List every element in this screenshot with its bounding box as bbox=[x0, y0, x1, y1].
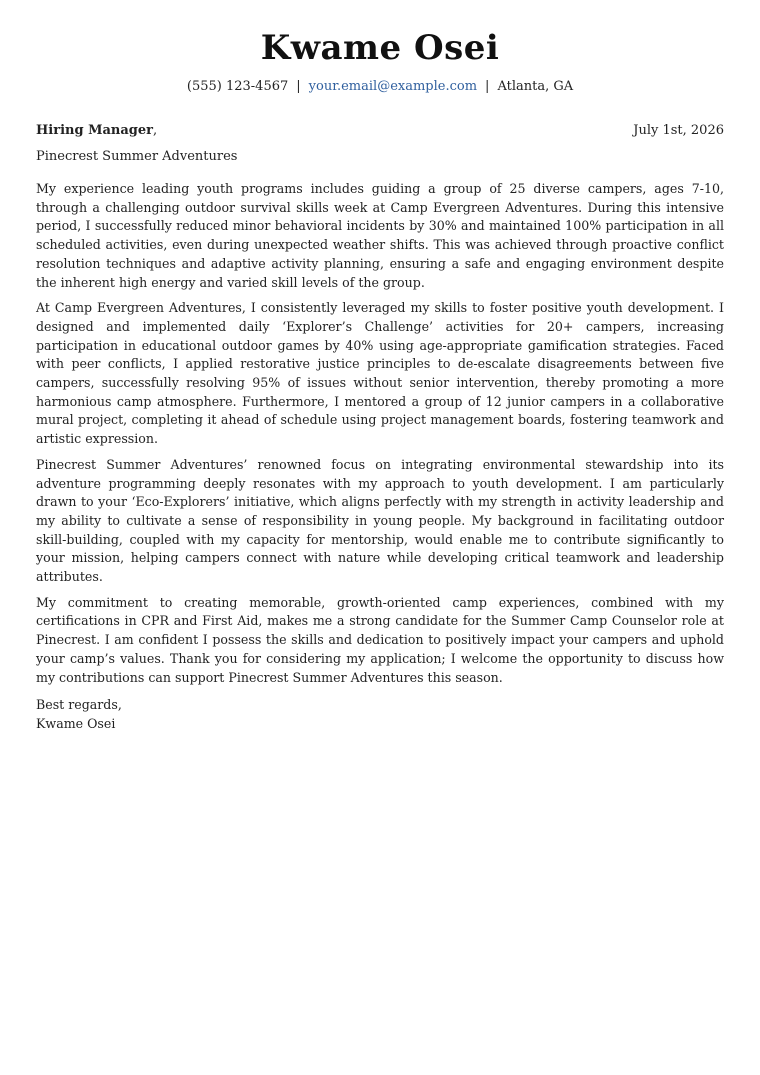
closing-salutation: Best regards, bbox=[36, 697, 122, 713]
cover-letter bbox=[36, 0, 724, 734]
separator: | bbox=[485, 79, 490, 94]
applicant-name: Kwame Osei bbox=[260, 28, 500, 68]
recipient bbox=[36, 122, 157, 140]
recipient-row bbox=[36, 122, 724, 140]
email-link[interactable]: your.email@example.com bbox=[308, 79, 478, 94]
body-paragraph: My experience leading youth programs includes guiding a group of 25 diverse campers, ages 7-10, through a challenging outdoor survival skills week at Camp Evergreen Adventures. During this intensive period, I successfully reduced minor behavioral incidents by 30% and maintained 100% participation in all scheduled activities, even during unexpected weather shifts. This was achieved through proactive conflict resolution techniques and adaptive activity planning, ensuring a safe and engaging environment despite the inherent high energy and varied skill levels of the group. bbox=[36, 181, 724, 290]
letter-date: July 1st, 2026 bbox=[633, 123, 724, 138]
body-paragraph: At Camp Evergreen Adventures, I consistently leveraged my skills to foster positive youth development. I designed and implemented daily ‘Explorer’s Challenge’ activities for 20+ campers, increasing participation in educational outdoor games by 40% using age-appropriate gamification strategies. Faced with peer conflicts, I applied restorative justice principles to de-escalate disagreements between five campers, successfully resolving 95% of issues without senior intervention, thereby promoting a more harmonious camp atmosphere. Furthermore, I mentored a group of 12 junior campers in a collaborative mural project, completing it ahead of schedule using project management boards, fostering teamwork and artistic expression. bbox=[36, 300, 724, 447]
separator: | bbox=[296, 79, 301, 94]
company-name: Pinecrest Summer Adventures bbox=[36, 149, 238, 164]
contact-line bbox=[36, 78, 724, 96]
recipient-name: Hiring Manager bbox=[36, 123, 153, 138]
location: Atlanta, GA bbox=[497, 79, 574, 94]
body-paragraph: My commitment to creating memorable, growth-oriented camp experiences, combined with my certifications in CPR and First Aid, makes me a strong candidate for the Summer Camp Counselor role at Pinecrest. I am confident I possess the skills and dedication to positively impact your campers and uphold your camp’s values. Thank you for considering my application; I welcome the opportunity to discuss how my contributions can support Pinecrest Summer Adventures this season. bbox=[36, 594, 724, 685]
recipient-comma: , bbox=[152, 123, 158, 138]
signature-name: Kwame Osei bbox=[36, 715, 116, 731]
letter-body bbox=[36, 180, 724, 687]
phone-number: (555) 123-4567 bbox=[186, 79, 289, 94]
closing-block bbox=[36, 696, 724, 733]
body-paragraph: Pinecrest Summer Adventures’ renowned focus on integrating environmental stewardship into its adventure programming deeply resonates with my approach to youth development. I am particularly drawn to your ‘Eco-Explorers’ initiative, which aligns perfectly with my strength in activity leadership and my ability to cultivate a sense of responsibility in young people. My background in facilitating outdoor skill-building, coupled with my capacity for mentorship, would enable me to contribute significantly to your mission, helping campers connect with nature while developing critical teamwork and leadership attributes. bbox=[36, 456, 724, 585]
